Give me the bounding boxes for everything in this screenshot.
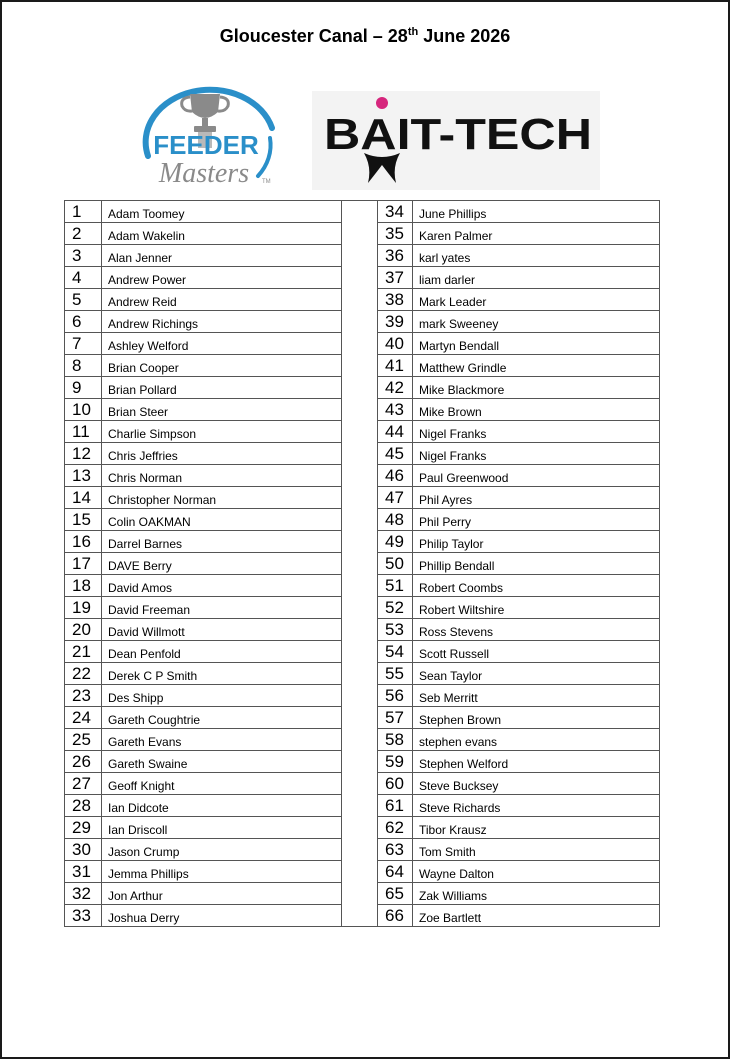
angler-name-right: Scott Russell bbox=[413, 641, 660, 663]
peg-number-right: 51 bbox=[378, 575, 413, 597]
angler-name-left: Charlie Simpson bbox=[102, 421, 342, 443]
angler-name-left: Brian Cooper bbox=[102, 355, 342, 377]
peg-number-right: 46 bbox=[378, 465, 413, 487]
angler-name-right: liam darler bbox=[413, 267, 660, 289]
column-gap bbox=[342, 487, 378, 509]
peg-number-right: 43 bbox=[378, 399, 413, 421]
peg-number-right: 37 bbox=[378, 267, 413, 289]
peg-number-left: 8 bbox=[65, 355, 102, 377]
peg-number-right: 53 bbox=[378, 619, 413, 641]
angler-name-left: Ian Didcote bbox=[102, 795, 342, 817]
angler-name-left: Andrew Power bbox=[102, 267, 342, 289]
column-gap bbox=[342, 839, 378, 861]
table-row bbox=[65, 685, 660, 707]
table-row bbox=[65, 883, 660, 905]
angler-name-right: Stephen Brown bbox=[413, 707, 660, 729]
column-gap bbox=[342, 245, 378, 267]
table-row bbox=[65, 223, 660, 245]
peg-number-left: 27 bbox=[65, 773, 102, 795]
column-gap bbox=[342, 333, 378, 355]
column-gap bbox=[342, 685, 378, 707]
angler-name-right: Matthew Grindle bbox=[413, 355, 660, 377]
column-gap bbox=[342, 707, 378, 729]
column-gap bbox=[342, 905, 378, 927]
column-gap bbox=[342, 311, 378, 333]
table-row bbox=[65, 839, 660, 861]
angler-name-right: Phil Perry bbox=[413, 509, 660, 531]
peg-number-left: 16 bbox=[65, 531, 102, 553]
angler-name-right: Ross Stevens bbox=[413, 619, 660, 641]
peg-number-left: 17 bbox=[65, 553, 102, 575]
peg-number-left: 10 bbox=[65, 399, 102, 421]
column-gap bbox=[342, 553, 378, 575]
peg-number-right: 36 bbox=[378, 245, 413, 267]
peg-number-right: 52 bbox=[378, 597, 413, 619]
table-row bbox=[65, 641, 660, 663]
peg-number-left: 19 bbox=[65, 597, 102, 619]
peg-number-left: 11 bbox=[65, 421, 102, 443]
peg-number-right: 64 bbox=[378, 861, 413, 883]
angler-name-right: Philip Taylor bbox=[413, 531, 660, 553]
peg-number-left: 1 bbox=[65, 201, 102, 223]
peg-number-right: 62 bbox=[378, 817, 413, 839]
pink-dot-icon bbox=[376, 97, 388, 109]
column-gap bbox=[342, 465, 378, 487]
angler-name-left: Adam Wakelin bbox=[102, 223, 342, 245]
table-row bbox=[65, 773, 660, 795]
column-gap bbox=[342, 509, 378, 531]
angler-name-left: David Willmott bbox=[102, 619, 342, 641]
angler-name-left: Christopher Norman bbox=[102, 487, 342, 509]
table-row bbox=[65, 355, 660, 377]
peg-number-left: 28 bbox=[65, 795, 102, 817]
peg-number-left: 4 bbox=[65, 267, 102, 289]
angler-name-left: Andrew Richings bbox=[102, 311, 342, 333]
peg-number-left: 14 bbox=[65, 487, 102, 509]
angler-name-right: Zoe Bartlett bbox=[413, 905, 660, 927]
peg-number-right: 44 bbox=[378, 421, 413, 443]
angler-name-right: Mike Brown bbox=[413, 399, 660, 421]
column-gap bbox=[342, 641, 378, 663]
peg-number-left: 21 bbox=[65, 641, 102, 663]
column-gap bbox=[342, 751, 378, 773]
table-row bbox=[65, 289, 660, 311]
angler-name-right: Phil Ayres bbox=[413, 487, 660, 509]
title-prefix: Gloucester Canal – 28 bbox=[219, 26, 408, 46]
column-gap bbox=[342, 817, 378, 839]
angler-name-left: Jon Arthur bbox=[102, 883, 342, 905]
angler-name-right: Karen Palmer bbox=[413, 223, 660, 245]
angler-name-right: Nigel Franks bbox=[413, 443, 660, 465]
angler-name-right: June Phillips bbox=[413, 201, 660, 223]
peg-number-right: 38 bbox=[378, 289, 413, 311]
peg-number-left: 24 bbox=[65, 707, 102, 729]
angler-name-right: Robert Wiltshire bbox=[413, 597, 660, 619]
angler-name-left: Derek C P Smith bbox=[102, 663, 342, 685]
peg-number-left: 20 bbox=[65, 619, 102, 641]
table-row bbox=[65, 333, 660, 355]
column-gap bbox=[342, 531, 378, 553]
table-row bbox=[65, 553, 660, 575]
table-row bbox=[65, 905, 660, 927]
angler-name-right: Steve Richards bbox=[413, 795, 660, 817]
peg-number-left: 6 bbox=[65, 311, 102, 333]
peg-number-left: 9 bbox=[65, 377, 102, 399]
peg-number-left: 23 bbox=[65, 685, 102, 707]
feeder-masters-logo bbox=[130, 84, 282, 192]
column-gap bbox=[342, 223, 378, 245]
peg-number-right: 56 bbox=[378, 685, 413, 707]
column-gap bbox=[342, 773, 378, 795]
entries-body bbox=[65, 201, 660, 927]
angler-name-right: Paul Greenwood bbox=[413, 465, 660, 487]
angler-name-left: Jemma Phillips bbox=[102, 861, 342, 883]
table-row bbox=[65, 729, 660, 751]
peg-number-right: 39 bbox=[378, 311, 413, 333]
peg-number-right: 47 bbox=[378, 487, 413, 509]
angler-name-right: Nigel Franks bbox=[413, 421, 660, 443]
column-gap bbox=[342, 377, 378, 399]
peg-number-left: 18 bbox=[65, 575, 102, 597]
angler-name-right: stephen evans bbox=[413, 729, 660, 751]
peg-number-right: 57 bbox=[378, 707, 413, 729]
peg-number-left: 22 bbox=[65, 663, 102, 685]
angler-name-right: Martyn Bendall bbox=[413, 333, 660, 355]
angler-name-right: Tibor Krausz bbox=[413, 817, 660, 839]
angler-name-right: Seb Merritt bbox=[413, 685, 660, 707]
trademark-text: TM bbox=[262, 179, 271, 185]
angler-name-left: Alan Jenner bbox=[102, 245, 342, 267]
peg-number-left: 7 bbox=[65, 333, 102, 355]
peg-number-right: 41 bbox=[378, 355, 413, 377]
angler-name-left: Dean Penfold bbox=[102, 641, 342, 663]
peg-number-left: 5 bbox=[65, 289, 102, 311]
angler-name-left: Brian Steer bbox=[102, 399, 342, 421]
table-row bbox=[65, 751, 660, 773]
peg-number-left: 29 bbox=[65, 817, 102, 839]
column-gap bbox=[342, 597, 378, 619]
peg-number-right: 63 bbox=[378, 839, 413, 861]
peg-number-right: 45 bbox=[378, 443, 413, 465]
column-gap bbox=[342, 619, 378, 641]
angler-name-left: David Freeman bbox=[102, 597, 342, 619]
table-row bbox=[65, 619, 660, 641]
title-superscript: th bbox=[407, 26, 419, 38]
peg-number-left: 3 bbox=[65, 245, 102, 267]
angler-name-right: Tom Smith bbox=[413, 839, 660, 861]
table-row bbox=[65, 487, 660, 509]
table-row bbox=[65, 311, 660, 333]
peg-number-left: 30 bbox=[65, 839, 102, 861]
bait-tech-text: BAIT-TECH bbox=[324, 110, 592, 159]
column-gap bbox=[342, 861, 378, 883]
peg-number-left: 26 bbox=[65, 751, 102, 773]
table-row bbox=[65, 509, 660, 531]
peg-number-right: 40 bbox=[378, 333, 413, 355]
angler-name-left: Chris Norman bbox=[102, 465, 342, 487]
table-row bbox=[65, 861, 660, 883]
peg-number-left: 13 bbox=[65, 465, 102, 487]
title-suffix: June 2026 bbox=[418, 26, 511, 46]
entries-table bbox=[64, 200, 660, 927]
bait-tech-logo bbox=[312, 91, 600, 190]
table-row bbox=[65, 201, 660, 223]
table-row bbox=[65, 531, 660, 553]
angler-name-left: Chris Jeffries bbox=[102, 443, 342, 465]
table-row bbox=[65, 663, 660, 685]
angler-name-left: Joshua Derry bbox=[102, 905, 342, 927]
peg-number-right: 66 bbox=[378, 905, 413, 927]
angler-name-right: karl yates bbox=[413, 245, 660, 267]
angler-name-left: Geoff Knight bbox=[102, 773, 342, 795]
peg-number-left: 32 bbox=[65, 883, 102, 905]
angler-name-left: Jason Crump bbox=[102, 839, 342, 861]
angler-name-left: David Amos bbox=[102, 575, 342, 597]
angler-name-right: Mark Leader bbox=[413, 289, 660, 311]
peg-number-left: 25 bbox=[65, 729, 102, 751]
column-gap bbox=[342, 201, 378, 223]
table-row bbox=[65, 817, 660, 839]
peg-number-right: 35 bbox=[378, 223, 413, 245]
peg-number-right: 34 bbox=[378, 201, 413, 223]
table-row bbox=[65, 465, 660, 487]
table-row bbox=[65, 575, 660, 597]
table-row bbox=[65, 443, 660, 465]
feeder-text: FEEDER bbox=[153, 130, 259, 160]
peg-number-left: 2 bbox=[65, 223, 102, 245]
table-row bbox=[65, 267, 660, 289]
angler-name-left: Des Shipp bbox=[102, 685, 342, 707]
angler-name-left: Andrew Reid bbox=[102, 289, 342, 311]
peg-number-right: 54 bbox=[378, 641, 413, 663]
angler-name-left: Ian Driscoll bbox=[102, 817, 342, 839]
column-gap bbox=[342, 663, 378, 685]
column-gap bbox=[342, 267, 378, 289]
angler-name-left: Gareth Coughtrie bbox=[102, 707, 342, 729]
column-gap bbox=[342, 795, 378, 817]
peg-number-left: 31 bbox=[65, 861, 102, 883]
angler-name-right: Steve Bucksey bbox=[413, 773, 660, 795]
peg-number-right: 60 bbox=[378, 773, 413, 795]
angler-name-right: Wayne Dalton bbox=[413, 861, 660, 883]
peg-number-right: 49 bbox=[378, 531, 413, 553]
table-row bbox=[65, 597, 660, 619]
column-gap bbox=[342, 355, 378, 377]
angler-name-left: Gareth Evans bbox=[102, 729, 342, 751]
peg-number-right: 42 bbox=[378, 377, 413, 399]
table-row bbox=[65, 421, 660, 443]
peg-number-right: 65 bbox=[378, 883, 413, 905]
angler-name-right: Mike Blackmore bbox=[413, 377, 660, 399]
angler-name-left: DAVE Berry bbox=[102, 553, 342, 575]
masters-text: Masters bbox=[158, 158, 250, 189]
angler-name-right: Sean Taylor bbox=[413, 663, 660, 685]
column-gap bbox=[342, 575, 378, 597]
table-row bbox=[65, 707, 660, 729]
angler-name-left: Ashley Welford bbox=[102, 333, 342, 355]
peg-number-right: 55 bbox=[378, 663, 413, 685]
angler-name-left: Gareth Swaine bbox=[102, 751, 342, 773]
table-row bbox=[65, 399, 660, 421]
peg-number-right: 59 bbox=[378, 751, 413, 773]
peg-number-right: 58 bbox=[378, 729, 413, 751]
column-gap bbox=[342, 443, 378, 465]
peg-number-right: 50 bbox=[378, 553, 413, 575]
column-gap bbox=[342, 729, 378, 751]
angler-name-right: Robert Coombs bbox=[413, 575, 660, 597]
table-row bbox=[65, 795, 660, 817]
angler-name-right: Zak Williams bbox=[413, 883, 660, 905]
angler-name-left: Darrel Barnes bbox=[102, 531, 342, 553]
column-gap bbox=[342, 289, 378, 311]
peg-number-left: 33 bbox=[65, 905, 102, 927]
table-row bbox=[65, 377, 660, 399]
angler-name-right: mark Sweeney bbox=[413, 311, 660, 333]
column-gap bbox=[342, 399, 378, 421]
angler-name-left: Colin OAKMAN bbox=[102, 509, 342, 531]
angler-name-right: Stephen Welford bbox=[413, 751, 660, 773]
angler-name-right: Phillip Bendall bbox=[413, 553, 660, 575]
peg-number-right: 48 bbox=[378, 509, 413, 531]
peg-number-left: 12 bbox=[65, 443, 102, 465]
angler-name-left: Brian Pollard bbox=[102, 377, 342, 399]
peg-number-left: 15 bbox=[65, 509, 102, 531]
peg-number-right: 61 bbox=[378, 795, 413, 817]
page-title bbox=[0, 26, 730, 47]
table-row bbox=[65, 245, 660, 267]
column-gap bbox=[342, 883, 378, 905]
column-gap bbox=[342, 421, 378, 443]
angler-name-left: Adam Toomey bbox=[102, 201, 342, 223]
